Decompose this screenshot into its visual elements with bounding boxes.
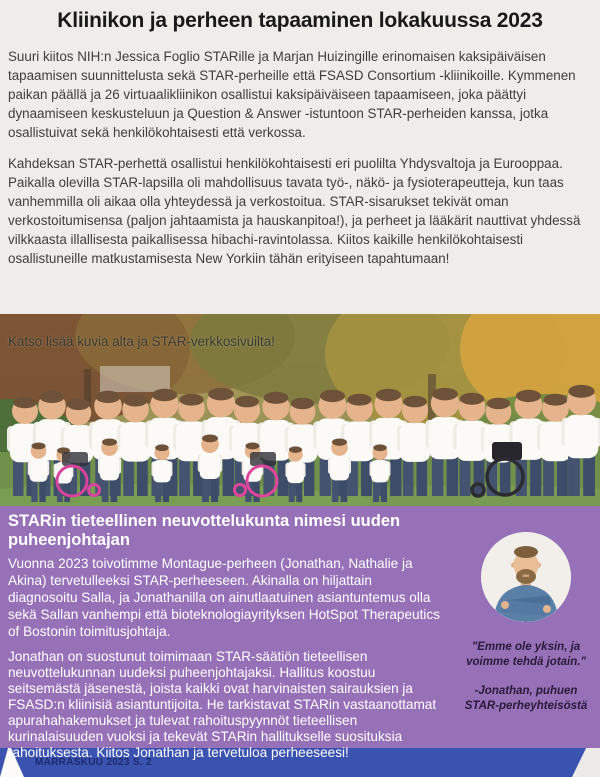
intro-paragraph-1: Suuri kiitos NIH:n Jessica Foglio STARille ja Marjan Huizingille erinomaisen kaksipäiväisen tapaamisen suunnittelusta sekä STAR-perheille että FSASD Consortium -kliinikoille. Kymmenen paikan päällä ja 26 virtuaalikliinikon osallistui kaksipäiväiseen tapaamiseen, joka päättyi dynaamiseen keskusteluun ja Question & Answer -istuntoon STAR-perheiden kanssa, jotka osallistuivat sekä henkilökohtaisesti että verkossa. (8, 49, 576, 140)
quote-attribution: -Jonathan, puhuen STAR-perheyhteisöstä (464, 685, 588, 712)
news-section (0, 506, 600, 760)
quote-text: "Emme ole yksin, ja voimme tehdä jotain." (466, 641, 586, 668)
portrait-illustration (481, 532, 571, 622)
footer-right-corner-accent (572, 747, 600, 777)
group-photo (0, 314, 600, 506)
news-text-column (0, 506, 452, 760)
photo-caption: Katso lisää kuvia alta ja STAR-verkkosivuilta! (8, 334, 275, 349)
page-title: Kliinikon ja perheen tapaaminen lokakuussa 2023 (57, 9, 543, 32)
intro-area (0, 0, 600, 314)
intro-text-block (0, 33, 600, 268)
news-heading: STARin tieteellinen neuvottelukunta nimesi uuden puheenjohtajan (8, 512, 401, 549)
portrait-photo (481, 532, 571, 622)
intro-paragraph-2: Kahdeksan STAR-perhettä osallistui henkilökohtaisesti eri puolilta Yhdysvaltoja ja Eurooppaa. Paikalla olevilla STAR-lapsilla oli mahdollisuus tavata työ-, näkö- ja fysioterapeutteja, kun taas vanhemmilla oli aikaa olla yhteydessä ja verkostoitua. STAR-sisarukset tekivät oman verkostoitumisensa (paljon jahtaamista ja hauskanpitoa!), ja perheet ja lääkärit nauttivat yhdessä vilkkaasta illallisesta paikallisessa hibachi-ravintolassa. Kiitos kaikille henkilökohtaisesti osallistuneille matkustamisesta New Yorkiin tähän erityiseen tapahtumaan! (8, 156, 581, 266)
footer-page-label: MARRASKUU 2023 S. 2 (35, 757, 152, 768)
news-paragraph-1: Vuonna 2023 toivotimme Montague-perheen (Jonathan, Nathalie ja Akina) tervetulleeksi STAR-perheeseen. Akinalla on hiljattain diagnosoitu Salla, ja Jonathanilla on ainutlaatuinen asiantuntemus olla sekä Sallan vanhempi että bioteknologiayrityksen HotSpot Therapeutics of Bostonin toimitusjohtaja. (8, 556, 440, 639)
news-paragraph-2: Jonathan on suostunut toimimaan STAR-säätiön tieteellisen neuvottelukunnan uudeksi puheenjohtajaksi. Hallitus koostuu seitsemästä jäsenestä, joista kaikki ovat harvinaisten sairauksien ja FSASD:n kliinisiä asiantuntijoita. He tarkistavat STARin vastaanottamat apurahahakemukset ja tulevat rahoituspyynnöt tieteellisen kurinalaisuuden vuoksi ja tekevät STARin hallitukselle suosituksia rahoituksesta. Kiitos Jonathan ja tervetuloa perheeseesi! (8, 649, 437, 760)
news-sidebar-column (452, 506, 600, 748)
